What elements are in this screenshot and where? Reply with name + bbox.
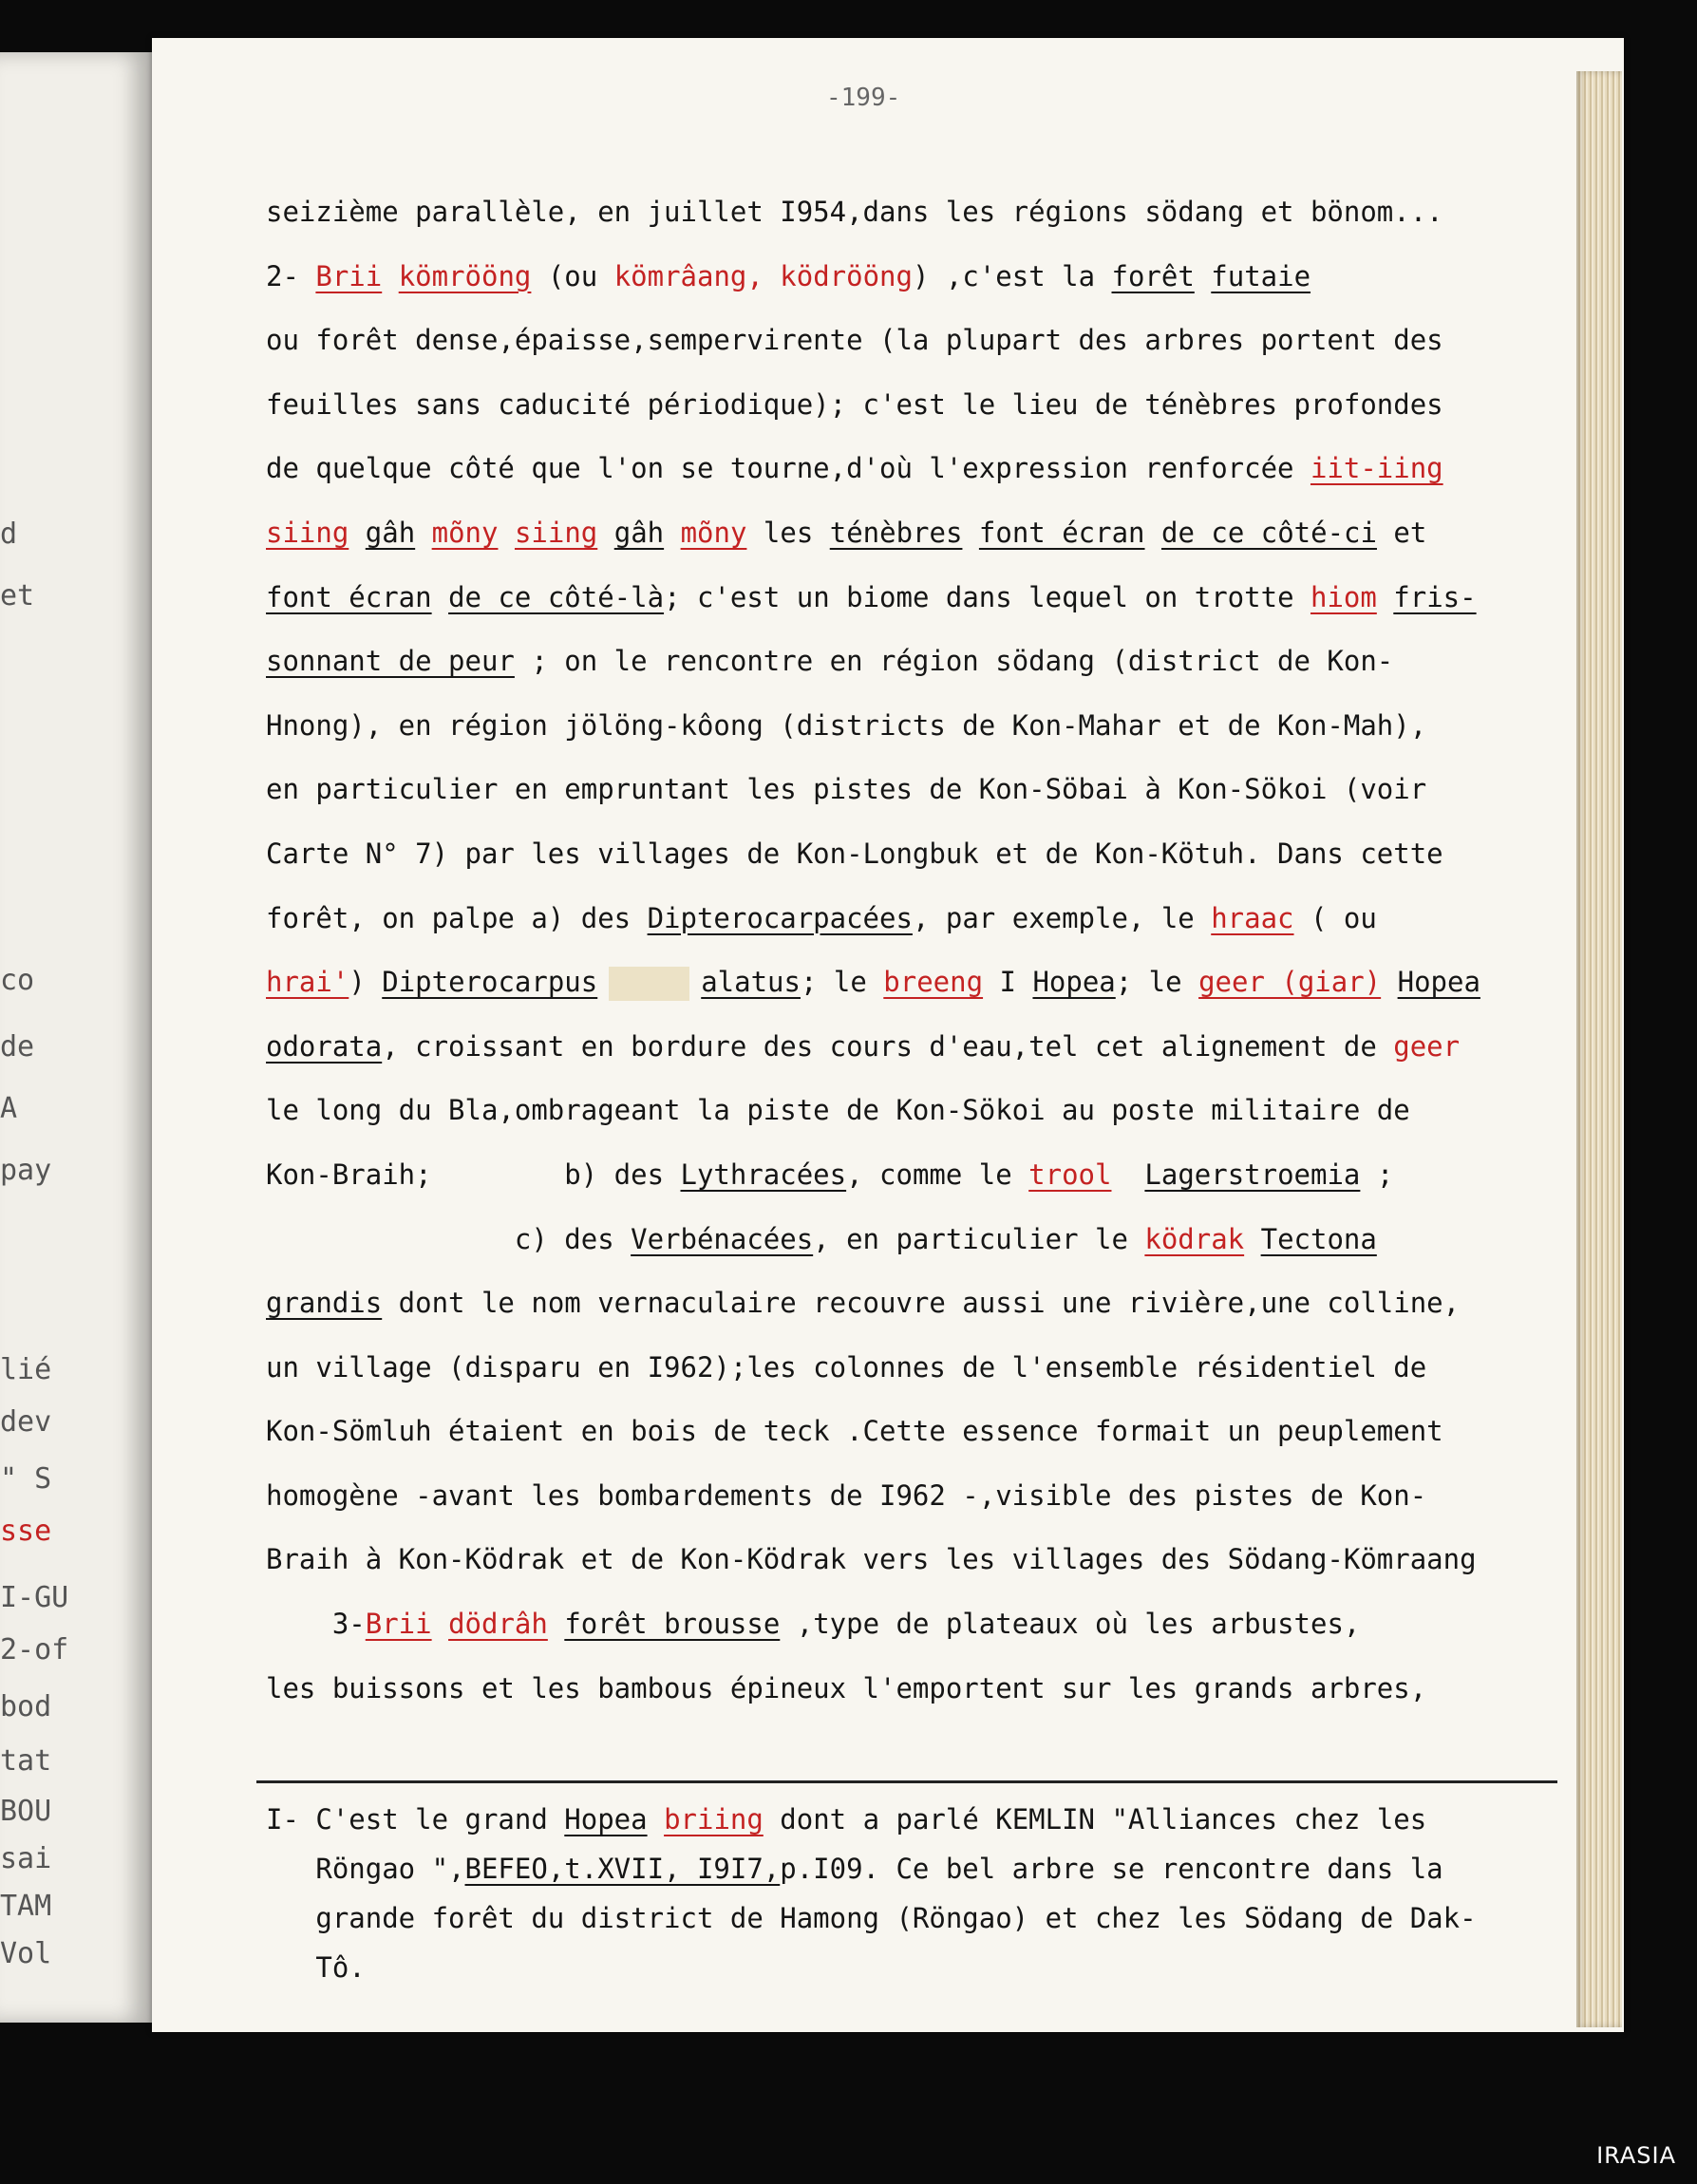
text-line: les buissons et les bambous épineux l'emportent sur les grands arbres, [266, 1671, 1427, 1704]
footnote-rule [256, 1780, 1557, 1783]
text-span: (ou [531, 259, 614, 292]
text-span [432, 581, 448, 613]
vernacular-term: breeng [883, 966, 984, 999]
text-span [432, 1608, 448, 1640]
text-span [1377, 581, 1393, 613]
text-span [415, 517, 431, 549]
text-span: Kon-Braih; b) des [266, 1158, 681, 1191]
left-page-fragment: lié [0, 1353, 52, 1386]
text-span: ( ou [1293, 901, 1377, 934]
page-number: -199- [826, 84, 901, 112]
text-span: 3- [266, 1608, 366, 1641]
text-span: dont le nom vernaculaire recouvre aussi une rivière,une colline, [382, 1287, 1461, 1320]
underlined-term: Verbénacées [631, 1222, 814, 1255]
text-span: ; [1360, 1158, 1394, 1191]
text-span [962, 517, 978, 549]
text-span: 2- [266, 259, 316, 292]
text-line: Hnong), en région jölöng-kôong (districts de Kon-Mahar et de Kon-Mah), [266, 708, 1427, 742]
underlined-term: odorata [266, 1029, 383, 1063]
text-line [266, 501, 1576, 566]
vernacular-term: briing [664, 1803, 764, 1836]
text-span: , comme le [846, 1158, 1029, 1191]
paper-patch [609, 967, 689, 1001]
underlined-term: Tectona [1260, 1222, 1377, 1255]
footnote-line [266, 1844, 1576, 1893]
text-span: Röngao ", [266, 1853, 465, 1885]
text-span [1381, 966, 1397, 998]
text-line [266, 887, 1576, 951]
left-page [0, 52, 152, 2023]
text-span: ) ,c'est la [912, 259, 1112, 292]
watermark: IRASIA [1596, 2142, 1676, 2169]
text-span [498, 517, 514, 549]
vernacular-term: hrai' [266, 966, 349, 999]
underlined-term: ténèbres [829, 516, 963, 549]
text-span: I- C'est le grand [266, 1803, 565, 1836]
vernacular-term: iit-iing [1310, 452, 1443, 485]
underlined-term: font écran [978, 516, 1145, 549]
text-span: forêt, on palpe a) des [266, 901, 648, 934]
left-page-fragment: sai [0, 1842, 52, 1875]
underlined-term: sonnant de peur [266, 645, 515, 678]
text-span: , en particulier le [813, 1222, 1145, 1255]
text-span [648, 1803, 664, 1836]
underlined-term: de ce côté-ci [1160, 516, 1377, 549]
text-span [1145, 517, 1161, 549]
left-page-fragment: de [0, 1030, 35, 1064]
page-edges [1576, 71, 1622, 2027]
vernacular-term: mõny [680, 516, 747, 549]
text-line: Carte N° 7) par les villages de Kon-Longbuk et de Kon-Kötuh. Dans cette [266, 837, 1443, 870]
text-line: en particulier en empruntant les pistes de Kon-Söbai à Kon-Sökoi (voir [266, 773, 1427, 806]
left-page-fragment: pay [0, 1154, 52, 1187]
vernacular-term: ködrak [1144, 1222, 1245, 1255]
vernacular-term: siing [514, 516, 598, 549]
vernacular-term: Brii [315, 259, 383, 292]
text-line [266, 1271, 1576, 1336]
text-line [266, 245, 1576, 310]
footnote-line: Tô. [266, 1951, 366, 1984]
vernacular-term: Brii [365, 1608, 432, 1641]
text-line [266, 1143, 1576, 1208]
text-span: de quelque côté que l'on se tourne,d'où l'expression renforcée [266, 452, 1310, 485]
left-page-fragment: Vol [0, 1937, 52, 1970]
text-line [266, 437, 1576, 501]
underlined-term: fris- [1393, 580, 1477, 613]
text-line [266, 951, 1576, 1015]
text-line: le long du Bla,ombrageant la piste de Kon-Sökoi au poste militaire de [266, 1094, 1410, 1127]
text-span: p.I09. Ce bel arbre se rencontre dans la [780, 1853, 1443, 1885]
underlined-term: Hopea [1032, 966, 1116, 999]
underlined-term: gâh [365, 516, 416, 549]
footnote [266, 1795, 1576, 1992]
text-span [382, 260, 398, 292]
text-span: les [746, 516, 830, 549]
left-page-fragment: et [0, 579, 35, 612]
underlined-term: forêt brousse [564, 1608, 781, 1641]
left-page-fragment: " S [0, 1462, 52, 1496]
text-line: Braih à Kon-Ködrak et de Kon-Ködrak vers les villages des Södang-Kömraang [266, 1543, 1477, 1576]
underlined-term: alatus [701, 966, 801, 999]
footnote-line: grande forêt du district de Hamong (Röngao) et chez les Södang de Dak- [266, 1902, 1477, 1934]
text-span [548, 1608, 564, 1640]
text-span [1195, 260, 1211, 292]
vernacular-term: geer [1393, 1029, 1461, 1063]
underlined-term: Dipterocarpacées [647, 901, 913, 934]
text-line: homogène -avant les bombardements de I962 -,visible des pistes de Kon- [266, 1478, 1427, 1512]
text-span: dont a parlé KEMLIN "Alliances chez les [763, 1803, 1427, 1836]
left-page-fragment: tat [0, 1744, 52, 1778]
text-line: feuilles sans caducité périodique); c'est le lieu de ténèbres profondes [266, 387, 1443, 421]
left-page-fragment: 2-of [0, 1633, 69, 1666]
underlined-term: font écran [266, 580, 432, 613]
text-line: Kon-Sömluh étaient en bois de teck .Cette essence formait un peuplement [266, 1415, 1443, 1448]
text-span: ; le [800, 966, 884, 999]
text-span: ) [349, 966, 383, 999]
underlined-term: BEFEO,t.XVII, I9I7, [464, 1853, 781, 1885]
text-line: un village (disparu en I962);les colonnes de l'ensemble résidentiel de [266, 1350, 1427, 1384]
vernacular-term: hraac [1211, 901, 1294, 934]
left-page-fragment: bod [0, 1690, 52, 1723]
left-page-fragment: TAM [0, 1890, 52, 1923]
text-span [349, 517, 365, 549]
vernacular-term: dödrâh [448, 1608, 548, 1641]
vernacular-term: siing [266, 516, 349, 549]
text-line: ou forêt dense,épaisse,sempervirente (la plupart des arbres portent des [266, 324, 1443, 357]
vernacular-term: kömrööng [398, 259, 532, 292]
text-line [266, 1592, 1576, 1657]
footnote-line [266, 1795, 1576, 1844]
left-page-fragment: I-GU [0, 1581, 69, 1614]
text-span [597, 517, 613, 549]
text-line [266, 566, 1576, 631]
text-span: ; le [1115, 966, 1199, 999]
text-span: ; c'est un biome dans lequel on trotte [664, 580, 1310, 613]
underlined-term: de ce côté-là [448, 580, 665, 613]
text-line: seizième parallèle, en juillet I954,dans les régions södang et bönom... [266, 196, 1443, 228]
left-page-fragment: d [0, 518, 18, 551]
body-text [266, 180, 1576, 1721]
vernacular-term: kömrâang, ködrööng [613, 259, 913, 292]
text-line [266, 1208, 1576, 1272]
text-span [1111, 1158, 1144, 1191]
vernacular-term: geer (giar) [1198, 966, 1382, 999]
text-span: , croissant en bordure des cours d'eau,tel cet alignement de [382, 1029, 1394, 1063]
underlined-term: gâh [613, 516, 665, 549]
left-page-fragment: co [0, 964, 35, 997]
text-span: c) des [266, 1222, 632, 1255]
text-span: I [983, 966, 1033, 999]
text-span: ; on le rencontre en région södang (district de Kon- [514, 645, 1394, 678]
text-line [266, 630, 1576, 694]
underlined-term: futaie [1211, 259, 1311, 292]
text-span: ,type de plateaux où les arbustes, [780, 1608, 1361, 1641]
left-page-fragment: BOU [0, 1795, 52, 1828]
text-span [1244, 1223, 1260, 1255]
underlined-term: Lagerstroemia [1144, 1158, 1361, 1191]
underlined-term: Dipterocarpus [382, 966, 598, 999]
text-line [266, 1015, 1576, 1080]
underlined-term: Hopea [564, 1803, 648, 1836]
vernacular-term: trool [1028, 1158, 1112, 1191]
vernacular-term: mõny [431, 516, 499, 549]
text-span: , par exemple, le [912, 901, 1212, 934]
vernacular-term: hiom [1310, 580, 1377, 613]
left-page-fragment: sse [0, 1515, 52, 1548]
text-span [664, 517, 680, 549]
left-page-fragment: A [0, 1092, 18, 1125]
underlined-term: forêt [1111, 259, 1195, 292]
underlined-term: grandis [266, 1287, 383, 1320]
underlined-term: Lythracées [680, 1158, 847, 1191]
text-span: et [1376, 516, 1427, 549]
underlined-term: Hopea [1397, 966, 1480, 999]
left-page-fragment: dev [0, 1405, 52, 1439]
